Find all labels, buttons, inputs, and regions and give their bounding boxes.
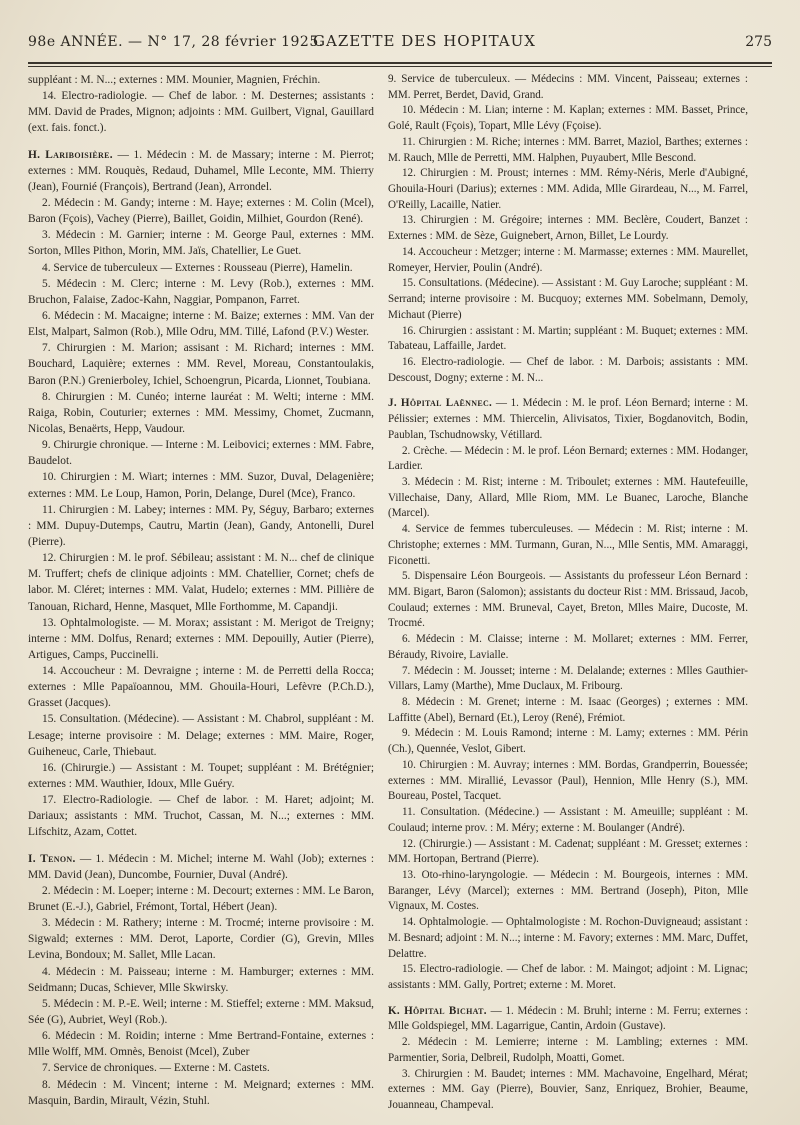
service-entry: 4. Médecin : M. Paisseau; interne : M. Hamburger; externes : MM. Seidmann; Ducas, Schiever, Mlle Skwirsky.	[28, 965, 374, 994]
service-entry: 15. Consultation. (Médecine). — Assistant : M. Chabrol, suppléant : M. Lesage; interne provisoire : M. Delage; externes : MM. Maire, Roger, Guiheneuc, Carle, Thiebaut.	[28, 713, 374, 758]
service-entry: 10. Chirurgien : M. Auvray; internes : MM. Bordas, Grandperrin, Bouessée; externes : MM. Mirallié, Levassor (Paul), Hennion, Mlle Henry (S.), MM. Boureau, Postel, Tacquet.	[388, 758, 748, 803]
header-rule-thin	[28, 66, 772, 67]
page-number: 275	[745, 34, 772, 50]
service-entry: 9. Médecin : M. Louis Ramond; interne : M. Lamy; externes : MM. Périn (Ch.), Quennée, Veslot, Gibert.	[388, 727, 748, 756]
service-entry: 7. Médecin : M. Jousset; interne : M. Delalande; externes : Mlles Gauthier-Villars, Lamy (Marthe), Mme Duclaux, M. Fribourg.	[388, 664, 748, 693]
service-entry: 16. Chirurgien : assistant : M. Martin; suppléant : M. Buquet; externes : MM. Tabateau, Laffaille, Jardet.	[388, 324, 748, 353]
service-entry: 3. Médecin : M. Rist; interne : M. Triboulet; externes : MM. Hautefeuille, Villechaise, Dany, Allard, Mlle Riom, MM. Le Buanec, Laroche, Blanche (Marcel).	[388, 475, 748, 520]
service-entry: 2. Médecin : M. Gandy; interne : M. Haye; externes : M. Colin (Mcel), Baron (Fçois), Vachey (Pierre), Baillet, Goidin, Milhiet, Gourdon (René).	[28, 196, 374, 226]
left-column	[28, 72, 374, 1109]
service-entry: 4. Service de tuberculeux — Externes : Rousseau (Pierre), Hamelin.	[42, 261, 353, 274]
service-entry: 2. Médecin : M. Loeper; interne : M. Decourt; externes : MM. Le Baron, Brunet (E.-J.), Gabriel, Frémont, Tortal, Hébert (Jean).	[28, 884, 374, 914]
journal-title: GAZETTE DES HOPITAUX	[313, 32, 536, 50]
service-entry: 11. Chirurgien : M. Riche; internes : MM. Barret, Maziol, Barthes; externes : M. Rauch, Mlle de Perretti, MM. Halphen, Puyaubert, Mlle Bescond.	[388, 135, 748, 164]
service-entry: 9. Chirurgie chronique. — Interne : M. Leibovici; externes : MM. Fabre, Baudelot.	[28, 439, 374, 468]
service-entry: 4. Service de femmes tuberculeuses. — Médecin : M. Rist; interne : M. Christophe; externes : MM. Turmann, Guran, N..., Mlle Sentis, MM. Amaraggi, Ficonetti.	[388, 523, 748, 567]
service-entry: 14. Ophtalmologie. — Ophtalmologiste : M. Rochon-Duvigneaud; assistant : M. Besnard; adjoint : M. N...; interne : M. Favory; externes : MM. Marc, Duffet, Delattre.	[388, 916, 748, 960]
right-column	[388, 72, 748, 1114]
service-entry: 8. Chirurgien : M. Cunéo; interne lauréat : M. Welti; interne : MM. Raiga, Robin, Couturier; externes : MM. Messimy, Chomet, Zucmann, Nicolas, Benaërts, Hepp, Vaudour.	[28, 390, 374, 435]
service-entry: 12. Chirurgien : M. Proust; internes : MM. Rémy-Néris, Merle d'Aubigné, Ghouila-Houri (Darius); externes : MM. Adida, Mlle Girardeau, N..., M. Farrel, O'Reilly, Lacaille, Natier.	[388, 167, 748, 211]
hospital-name: J. Hôpital Laënnec.	[388, 397, 493, 410]
service-entry: 6. Médecin : M. Claisse; interne : M. Mollaret; externes : MM. Ferrer, Béraudy, Rivoire, Lavialle.	[388, 633, 748, 661]
service-entry: 6. Médecin : M. Macaigne; interne : M. Baize; externes : MM. Van der Elst, Malpart, Salmon (Rob.), Mlle Odru, MM. Tillé, Lafond (P.V.) Wester.	[28, 309, 374, 339]
entry-text: — 1. Médecin : M. le prof. Léon Bernard; interne : M. Pélissier; externes : MM. Thiercelin, Alivisatos, Tixier, Bogdanovitch, Bodin, Paublan, Tschudnowsky, Vétillard.	[388, 397, 748, 441]
service-entry: 8. Médecin : M. Vincent; interne : M. Meignard; externes : MM. Masquin, Bardin, Mirault, Vézin, Stuhl.	[28, 1078, 374, 1107]
service-entry: 9. Service de tuberculeux. — Médecins : MM. Vincent, Paisseau; externes : MM. Perret, Berdet, David, Grand.	[388, 73, 748, 101]
service-entry: 15. Consultations. (Médecine). — Assistant : M. Guy Laroche; suppléant : M. Serrand; interne provisoire : M. Bucquoy; externes MM. Sobelmann, Demoly, Michaut (Pierre)	[388, 277, 748, 321]
service-entry: suppléant : M. N...; externes : MM. Mounier, Magnien, Fréchin.	[28, 74, 321, 86]
service-entry: 3. Médecin : M. Garnier; interne : M. George Paul, externes : MM. Sorton, Mlles Pithon, Morin, MM. Jaïs, Chatellier, Le Guet.	[28, 229, 374, 258]
entry-text: — 1. Médecin : M. de Massary; interne : M. Pierrot; externes : MM. Rouquès, Redaud, Duhamel, Mlle Leconte, MM. Thierry (Jean), Fournié (François), Bertrand (Jean), Arrondel.	[28, 148, 374, 193]
service-entry: 12. Chirurgien : M. le prof. Sébileau; assistant : M. N... chef de clinique M. Truffert; chefs de clinique adjoints : MM. Chatellier, Cornet; chefs de labor. M. Cléret; internes : MM. Valat, Hudelo; externes : MM. Pillière de Tanouan, Richard, Henne, Masquet, Mlle Forthomme, M. Capandji.	[28, 552, 374, 613]
service-entry: 3. Chirurgien : M. Baudet; internes : MM. Machavoine, Engelhard, Mérat; externes : MM. Gay (Pierre), Bouvier, Sanz, Enriquez, Brohier, Beaume, Jouanneau, Champeval.	[388, 1067, 748, 1111]
service-entry: 7. Service de chroniques. — Externe : M. Castets.	[42, 1062, 270, 1075]
service-entry: 11. Consultation. (Médecine.) — Assistant : M. Ameuille; suppléant : M. Coulaud; interne prov. : M. Méry; externe : M. Boulanger (André).	[388, 806, 748, 834]
service-entry: 5. Médecin : M. Clerc; interne : M. Levy (Rob.), externes : MM. Bruchon, Falaise, Zadoc-Kahn, Naggiar, Pompanon, Farret.	[28, 277, 374, 306]
hospital-name: H. Lariboisière.	[28, 148, 113, 161]
service-entry: 15. Electro-radiologie. — Chef de labor. : M. Maingot; adjoint : M. Lignac; assistants : MM. Gally, Portret; externe : M. Moret.	[388, 963, 748, 991]
service-entry: 12. (Chirurgie.) — Assistant : M. Cadenat; suppléant : M. Gresset; externes : MM. Hortopan, Bertrand (Pierre).	[388, 837, 748, 866]
hospital-entry	[388, 396, 748, 443]
hospital-entry	[388, 1004, 748, 1035]
service-entry: 13. Chirurgien : M. Grégoire; internes : MM. Beclère, Coudert, Banzet : Externes : MM. de Sèze, Guignebert, Arnon, Billet, Le Lourdy.	[388, 214, 748, 243]
service-entry: 3. Médecin : M. Rathery; interne : M. Trocmé; interne provisoire : M. Sigwald; externes : MM. Derot, Laporte, Cordier (G), Grevin, Mlles Levina, Bondoux; M. Sallet, Mlle Lacan.	[28, 917, 374, 962]
service-entry: 16. (Chirurgie.) — Assistant : M. Toupet; suppléant : M. Brétégnier; externes : MM. Wauthier, Idoux, Mlle Guéry.	[28, 761, 374, 791]
service-entry: 6. Médecin : M. Roidin; interne : Mme Bertrand-Fontaine, externes : Mlle Wolff, MM. Omnès, Benoist (Mcel), Zuber	[28, 1030, 374, 1059]
service-entry: 13. Ophtalmologiste. — M. Morax; assistant : M. Merigot de Treigny; interne : MM. Dolfus, Renard; externes : MM. Depouilly, Autier (Pierre), Artigues, Camps, Puccinelli.	[28, 616, 374, 661]
service-entry: 14. Accoucheur : M. Devraigne ; interne : M. de Perretti della Rocca; externes : Mlle Papaïoannou, MM. Ghouila-Houri, Lefèvre (P.Ch.D.), Grasset (Jacques).	[28, 665, 374, 710]
service-entry: 13. Oto-rhino-laryngologie. — Médecin : M. Bourgeois, internes : MM. Baranger, Lévy (Marcel); externes : MM. Bertrand (Joseph), Piton, Mlle Vignaux, M. Costes.	[388, 868, 748, 913]
service-entry: 16. Electro-radiologie. — Chef de labor. : M. Darbois; assistants : MM. Descoust, Dogny; externe : M. N...	[388, 355, 748, 384]
hospital-entry	[28, 147, 374, 195]
service-entry: 5. Dispensaire Léon Bourgeois. — Assistants du professeur Léon Bernard : MM. Bigart, Baron (Salomon); assistants du docteur Rist : MM. Brissaud, Jacob, Coulaud; externes : MM. Bruneval, Cayet, Breton, Mlles Maire, Ducoste, M. Trocmé.	[388, 570, 748, 630]
hospital-name: K. Hôpital Bichat.	[388, 1004, 487, 1017]
issue-line: 98e ANNÉE. — N° 17, 28 février 1925.	[28, 34, 324, 50]
service-entry: 5. Médecin : M. P.-E. Weil; interne : M. Stieffel; externe : MM. Maksud, Sée (G), Aubriet, Weyl (Rob.).	[28, 997, 374, 1027]
page-header	[28, 28, 772, 56]
header-rule	[28, 62, 772, 64]
service-entry: 7. Chirurgien : M. Marion; assisant : M. Richard; internes : MM. Bouchard, Laquière; externes : MM. Revel, Moreau, Constantoulakis, Baron (P.N.) Grenierboley, Ichiel, Schoengrun, Picarda, Lionnet, Toubiana.	[28, 342, 374, 387]
service-entry: 17. Electro-Radiologie. — Chef de labor. : M. Haret; adjoint; M. Dariaux; assistants : MM. Truchot, Cassan, M. N...; externes : MM. Lifschitz, Azam, Cottet.	[28, 794, 374, 839]
entry-text: — 1. Médecin : M. Michel; interne M. Wahl (Job); externes : MM. David (Jean), Duncombe, Fournier, Duval (André).	[28, 852, 374, 881]
service-entry: 14. Electro-radiologie. — Chef de labor. : M. Desternes; assistants : MM. David de Prades, Mignon; adjoints : MM. Guilbert, Vignal, Gauillard (ext. fais. fonct.).	[28, 90, 374, 135]
hospital-name: I. Tenon.	[28, 852, 76, 865]
service-entry: 8. Médecin : M. Grenet; interne : M. Isaac (Georges) ; externes : MM. Laffitte (Abel), Bernard (Et.), Leroy (René), Frémiot.	[388, 696, 748, 724]
service-entry: 11. Chirurgien : M. Labey; internes : MM. Py, Séguy, Barbaro; externes : MM. Dupuy-Dutemps, Cautru, Martin (Jean), Gandy, Antonelli, Durel (Pierre).	[28, 503, 374, 548]
hospital-entry	[28, 851, 374, 883]
service-entry: 14. Accoucheur : Metzger; interne : M. Marmasse; externes : MM. Maurellet, Romeyer, Hervier, Poulin (André).	[388, 245, 748, 274]
service-entry: 2. Crèche. — Médecin : M. le prof. Léon Bernard; externes : MM. Hodanger, Lardier.	[388, 444, 748, 473]
service-entry: 2. Médecin : M. Lemierre; interne : M. Lambling; externes : MM. Parmentier, Soria, Delbreil, Rudolph, Moatti, Gomet.	[388, 1036, 748, 1064]
service-entry: 10. Médecin : M. Lian; interne : M. Kaplan; externes : MM. Basset, Prince, Golé, Rault (Fçois), Topart, Mlle Lévy (Fçoise).	[388, 104, 748, 133]
service-entry: 10. Chirurgien : M. Wiart; internes : MM. Suzor, Duval, Delagenière; externes : MM. Le Loup, Hamon, Porin, Delange, Durel (Mce), Franco.	[28, 471, 374, 500]
entry-text: — 1. Médecin : M. Bruhl; interne : M. Ferru; externes : Mlle Goldspiegel, MM. Lagarrigue, Cantin, Ardoin (Gustave).	[388, 1004, 748, 1033]
